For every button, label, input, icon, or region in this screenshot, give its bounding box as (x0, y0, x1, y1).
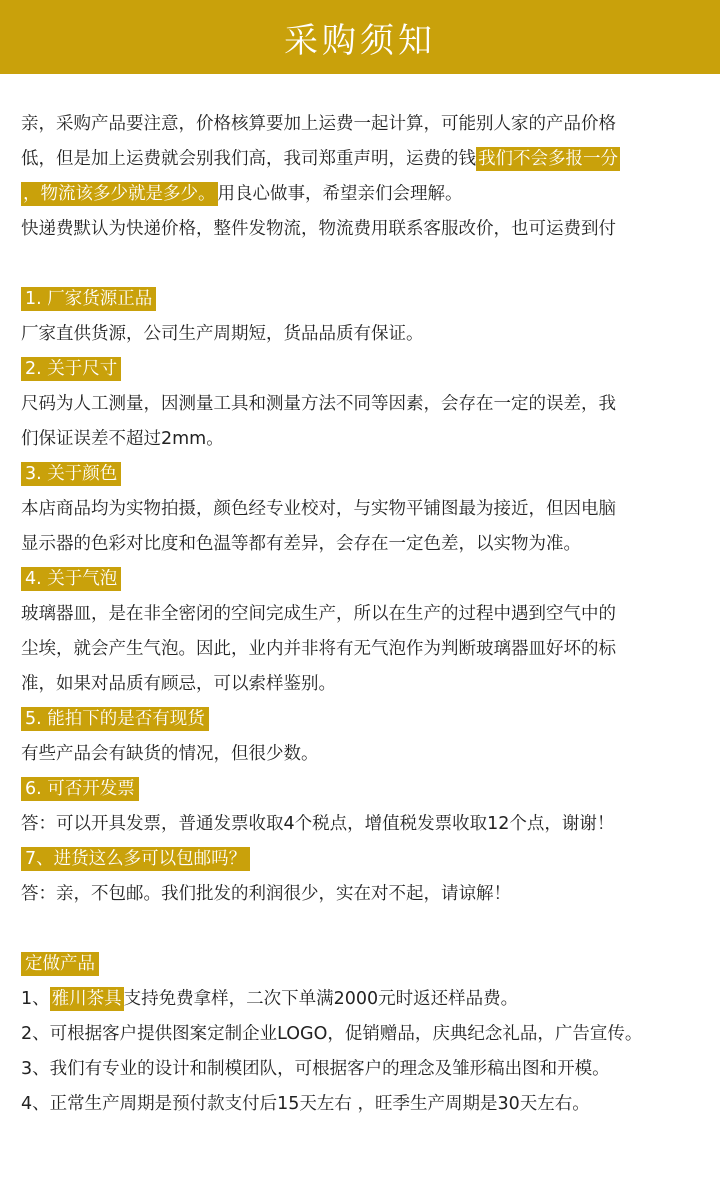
section-text: 厂家直供货源，公司生产周期短，货品品质有保证。 (21, 324, 424, 344)
section-title (21, 562, 701, 597)
section-text: 玻璃器皿，是在非全密闭的空间完成生产，所以在生产的过程中遇到空气中的 (21, 604, 616, 624)
section-2 (21, 352, 701, 457)
section-title-label: 7、进货这么多可以包邮吗？ (21, 847, 250, 871)
section-title-label: 4. 关于气泡 (21, 567, 121, 591)
section-1 (21, 282, 701, 352)
intro-line-3 (21, 177, 701, 212)
section-text: 尺码为人工测量，因测量工具和测量方法不同等因素，会存在一定的误差，我 (21, 394, 616, 414)
section-3 (21, 457, 701, 562)
custom-item-1-text: 支持免费拿样，二次下单满2000元时返还样品费。 (123, 989, 519, 1009)
spacer (21, 247, 701, 282)
section-title (21, 702, 701, 737)
custom-item-2: 2、可根据客户提供图案定制企业LOGO，促销赠品，庆典纪念礼品，广告宣传。 (21, 1024, 643, 1044)
spacer (21, 912, 701, 947)
page-title: 采购须知 (284, 20, 436, 61)
section-text: 答：亲，不包邮。我们批发的利润很少，实在对不起，请谅解！ (21, 884, 511, 904)
section-title-label: 5. 能拍下的是否有现货 (21, 707, 209, 731)
intro-line-4: 快递费默认为快递价格，整件发物流，物流费用联系客服改价，也可运费到付 (21, 219, 616, 239)
custom-section (21, 947, 701, 1122)
intro-line-2-text: 低，但是加上运费就会别我们高，我司郑重声明，运费的钱 (21, 149, 476, 169)
custom-item-3: 3、我们有专业的设计和制模团队，可根据客户的理念及雏形稿出图和开模。 (21, 1059, 610, 1079)
section-title-label: 2. 关于尺寸 (21, 357, 121, 381)
intro-line-2 (21, 142, 701, 177)
intro-line-3-text: 用良心做事，希望亲们会理解。 (217, 184, 463, 204)
section-7 (21, 842, 701, 912)
section-text: 尘埃，就会产生气泡。因此，业内并非将有无气泡作为判断玻璃器皿好坏的标 (21, 639, 616, 659)
section-text: 本店商品均为实物拍摄，颜色经专业校对，与实物平铺图最为接近，但因电脑 (21, 499, 616, 519)
brand-highlight: 雅川茶具 (51, 989, 122, 1009)
intro-highlight-2: ，物流该多少就是多少。 (23, 184, 216, 204)
intro-block (21, 107, 701, 247)
section-text: 答：可以开具发票，普通发票收取4个税点，增值税发票收取12个点，谢谢！ (21, 814, 615, 834)
section-title-label: 3. 关于颜色 (21, 462, 121, 486)
custom-item-1-prefix: 1、 (21, 989, 50, 1009)
header-bar (0, 0, 720, 74)
section-text: 显示器的色彩对比度和色温等都有差异，会存在一定色差，以实物为准。 (21, 534, 581, 554)
section-6 (21, 772, 701, 842)
intro-highlight-1: 我们不会多报一分 (478, 149, 618, 169)
section-title (21, 352, 701, 387)
custom-title (21, 947, 701, 982)
custom-title-label: 定做产品 (21, 952, 99, 976)
section-title (21, 842, 701, 877)
notice-content (0, 107, 720, 1122)
intro-line-1: 亲，采购产品要注意，价格核算要加上运费一起计算，可能别人家的产品价格 (21, 114, 616, 134)
section-text: 有些产品会有缺货的情况，但很少数。 (21, 744, 319, 764)
section-title (21, 457, 701, 492)
custom-item-1 (21, 982, 701, 1017)
section-title (21, 772, 701, 807)
section-title-label: 6. 可否开发票 (21, 777, 139, 801)
custom-item-4: 4、正常生产周期是预付款支付后15天左右 ，旺季生产周期是30天左右。 (21, 1094, 590, 1114)
section-5 (21, 702, 701, 772)
section-title (21, 282, 701, 317)
section-title-label: 1. 厂家货源正品 (21, 287, 156, 311)
section-text: 准，如果对品质有顾忌，可以索样鉴别。 (21, 674, 336, 694)
section-4 (21, 562, 701, 702)
section-text: 们保证误差不超过2mm。 (21, 429, 224, 449)
